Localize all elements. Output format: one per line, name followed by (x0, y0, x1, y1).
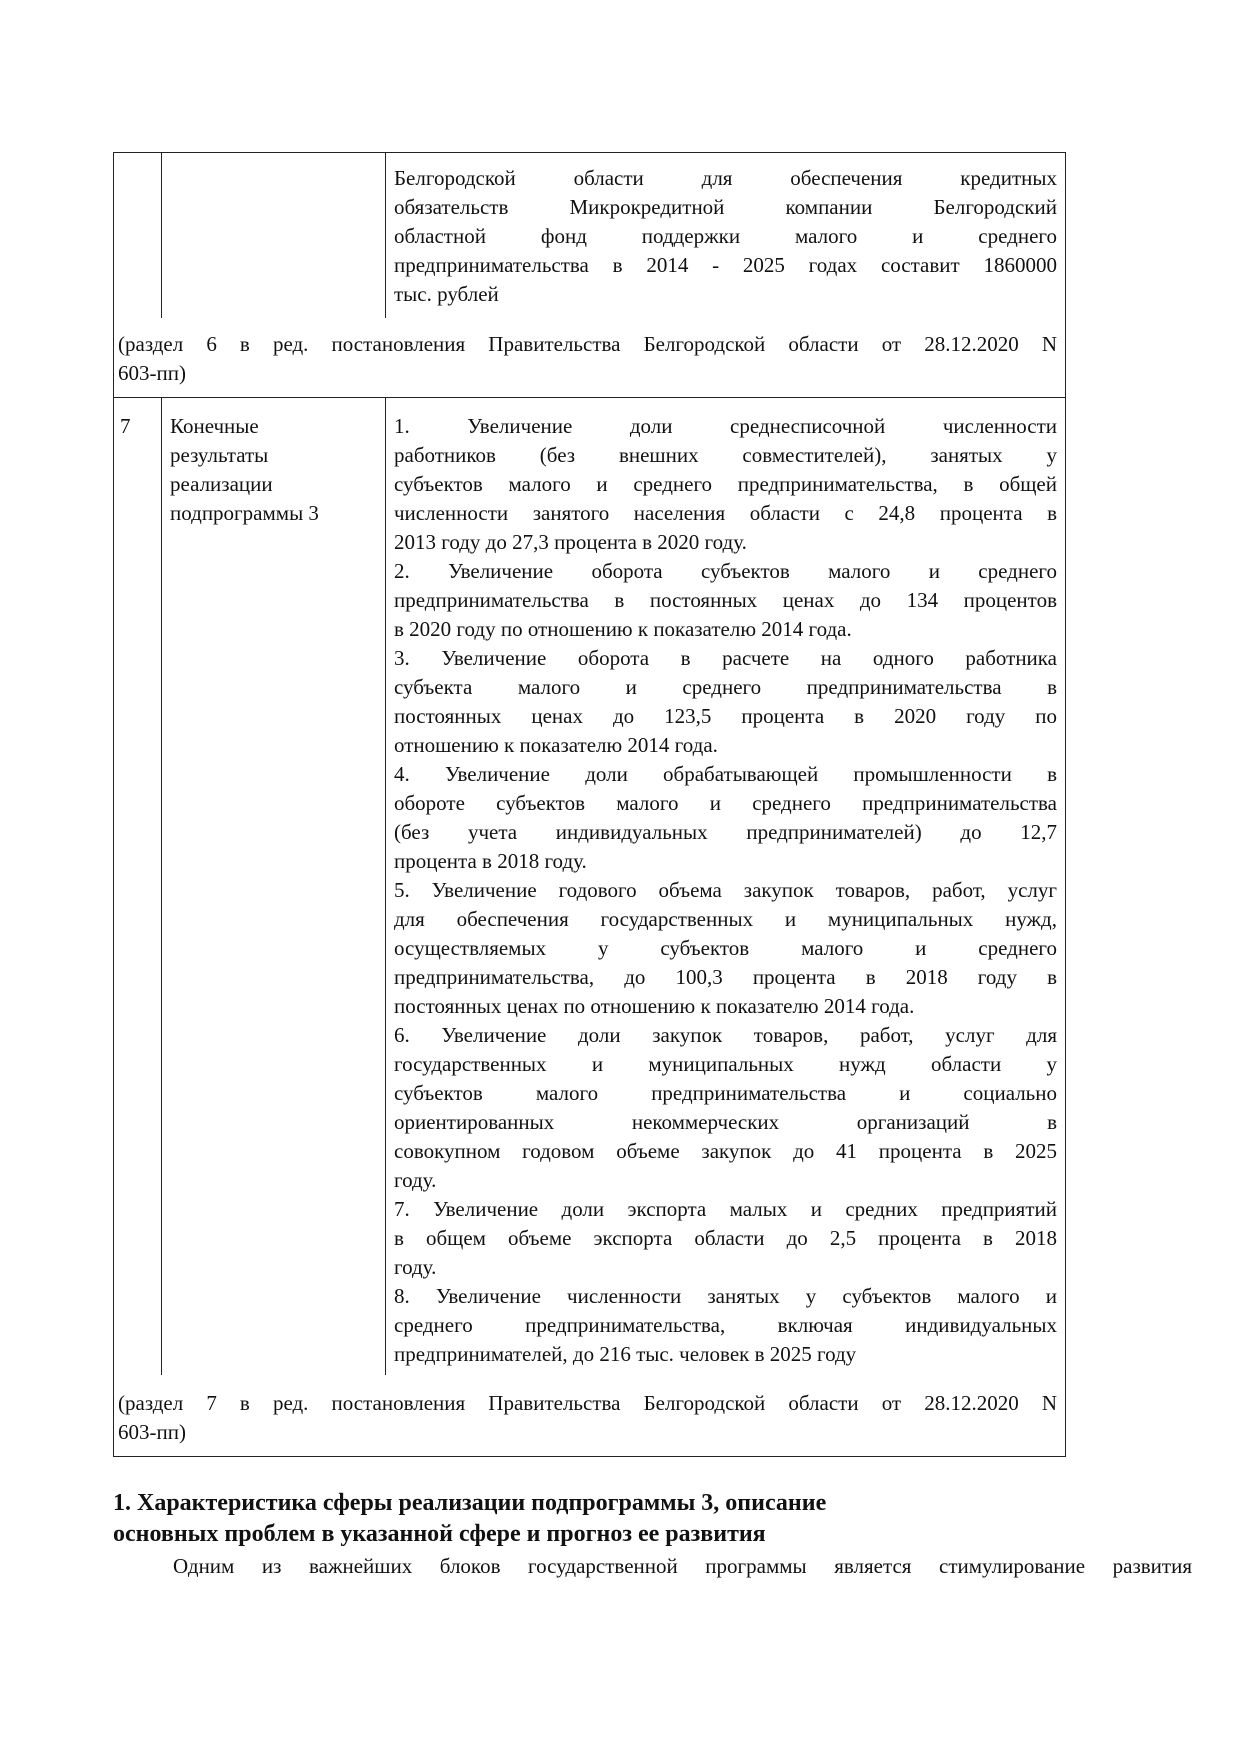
result-line: 6. Увеличение доли закупок товаров, работ, услуг для (394, 1023, 1057, 1047)
result-line: численности занятого населения области с 24,8 процента в (394, 501, 1057, 525)
content-line: Белгородской области для обеспечения кредитных (394, 166, 1057, 190)
result-line: субъектов малого и среднего предпринимательства, в общей (394, 472, 1057, 496)
result-line: обороте субъектов малого и среднего предпринимательства (394, 791, 1057, 815)
result-line: 4. Увеличение доли обрабатывающей промышленности в (394, 762, 1057, 786)
result-line: для обеспечения государственных и муниципальных нужд, (394, 907, 1057, 931)
result-item (394, 876, 1057, 1021)
result-line: ориентированных некоммерческих организаций в (394, 1110, 1057, 1134)
row6-content (394, 164, 1057, 309)
result-line: в 2020 году по отношению к показателю 2014 года. (394, 617, 852, 641)
result-line: 2. Увеличение оборота субъектов малого и среднего (394, 559, 1057, 583)
result-item (394, 1021, 1057, 1195)
note-line: 603-пп) (118, 1420, 186, 1444)
result-item (394, 644, 1057, 760)
note-line: (раздел 7 в ред. постановления Правительства Белгородской области от 28.12.2020 N (118, 1391, 1057, 1415)
result-line: в общем объеме экспорта области до 2,5 процента в 2018 (394, 1226, 1057, 1250)
content-line: обязательств Микрокредитной компании Белгородский (394, 195, 1057, 219)
content-line: тыс. рублей (394, 282, 499, 306)
table-bottom-border (113, 1456, 1066, 1457)
result-line: совокупном годовом объеме закупок до 41 процента в 2025 (394, 1139, 1057, 1163)
table-top-border (113, 152, 1066, 153)
section-paragraph: Одним из важнейших блоков государственной программы является стимулирование развития (173, 1554, 1192, 1578)
note-line: (раздел 6 в ред. постановления Правительства Белгородской области от 28.12.2020 N (118, 332, 1057, 356)
label-line: результаты (170, 443, 269, 467)
section-heading (113, 1488, 1197, 1550)
content-line: областной фонд поддержки малого и среднего (394, 224, 1057, 248)
result-line: году. (394, 1255, 437, 1279)
result-line: году. (394, 1168, 437, 1192)
result-item (394, 1282, 1057, 1369)
result-line: процента в 2018 году. (394, 849, 587, 873)
result-line: (без учета индивидуальных предпринимателей) до 12,7 (394, 820, 1057, 844)
result-line: субъектов малого предпринимательства и социально (394, 1081, 1057, 1105)
result-line: предпринимательства в постоянных ценах до 134 процентов (394, 588, 1057, 612)
result-line: субъекта малого и среднего предпринимательства в (394, 675, 1057, 699)
result-line: 2013 году до 27,3 процента в 2020 году. (394, 530, 747, 554)
result-line: предпринимателей, до 216 тыс. человек в 2025 году (394, 1342, 857, 1366)
result-line: отношению к показателю 2014 года. (394, 733, 718, 757)
result-line: 1. Увеличение доли среднесписочной численности (394, 414, 1057, 438)
heading-line: 1. Характеристика сферы реализации подпрограммы 3, описание (113, 1490, 827, 1516)
row7-amendment-note (118, 1389, 1057, 1447)
result-line: государственных и муниципальных нужд области у (394, 1052, 1057, 1076)
result-line: предпринимательства, до 100,3 процента в 2018 году в (394, 965, 1057, 989)
col2-border-row7 (385, 397, 386, 1375)
result-line: среднего предпринимательства, включая индивидуальных (394, 1313, 1057, 1337)
result-line: постоянных ценах до 123,5 процента в 2020 году по (394, 704, 1057, 728)
result-line: 5. Увеличение годового объема закупок товаров, работ, услуг (394, 878, 1057, 902)
label-line: подпрограммы 3 (170, 501, 319, 525)
col2-border-row6 (385, 152, 386, 318)
result-line: работников (без внешних совместителей), занятых у (394, 443, 1057, 467)
result-line: осуществляемых у субъектов малого и среднего (394, 936, 1057, 960)
result-item (394, 760, 1057, 876)
label-line: Конечные (170, 414, 259, 438)
table-left-border (113, 152, 114, 1456)
label-line: реализации (170, 472, 273, 496)
col1-border-row7 (161, 397, 162, 1375)
table-right-border (1065, 152, 1066, 1456)
row7-results-list (394, 412, 1057, 1369)
heading-line: основных проблем в указанной сфере и прогноз ее развития (113, 1521, 766, 1547)
row-divider (113, 397, 1066, 398)
result-line: 7. Увеличение доли экспорта малых и средних предприятий (394, 1197, 1057, 1221)
content-line: предпринимательства в 2014 - 2025 годах составит 1860000 (394, 253, 1057, 277)
row7-label (170, 412, 380, 528)
row7-number: 7 (120, 414, 131, 438)
col1-border-row6 (161, 152, 162, 318)
row6-amendment-note (118, 330, 1057, 388)
result-line: постоянных ценах по отношению к показателю 2014 года. (394, 994, 915, 1018)
result-item (394, 412, 1057, 557)
result-item (394, 557, 1057, 644)
result-line: 8. Увеличение численности занятых у субъектов малого и (394, 1284, 1057, 1308)
result-item (394, 1195, 1057, 1282)
note-line: 603-пп) (118, 361, 186, 385)
result-line: 3. Увеличение оборота в расчете на одного работника (394, 646, 1057, 670)
